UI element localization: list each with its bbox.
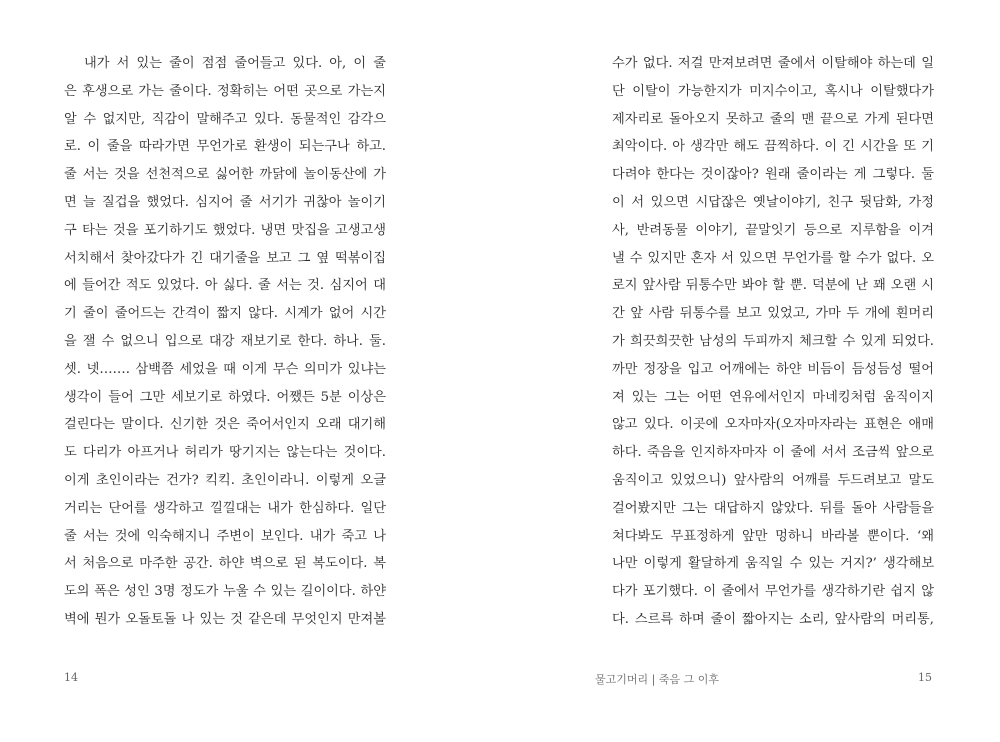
text-line: 않고 있다. 이곳에 오자마자(오자마자라는 표현은 애매 xyxy=(612,417,934,433)
text-line: 이 서 있으면 시답잖은 옛날이야기, 친구 뒷담화, 가정 xyxy=(612,194,934,210)
text-line: 알 수 없지만, 직감이 말해주고 있다. 동물적인 감각으 xyxy=(64,111,386,127)
text-line: 셋. 넷……. 삼백쯤 세었을 때 이게 무슨 의미가 있냐는 xyxy=(64,361,386,377)
text-line: 은 후생으로 가는 줄이다. 정확히는 어떤 곳으로 가는지 xyxy=(64,83,386,99)
text-line: 서 처음으로 마주한 공간. 하얀 벽으로 된 복도이다. 복 xyxy=(64,556,386,572)
left-page-body xyxy=(64,50,386,634)
text-line: 제자리로 돌아오지 못하고 줄의 맨 끝으로 가게 된다면 xyxy=(612,111,934,127)
text-line: 면 늘 질겁을 했었다. 심지어 줄 서기가 귀찮아 놀이기 xyxy=(64,194,386,210)
text-line: 걸린다는 말이다. 신기한 것은 죽어서인지 오래 대기해 xyxy=(64,417,386,433)
text-line: 사, 반려동물 이야기, 끝말잇기 등으로 지루함을 이겨 xyxy=(612,222,934,238)
text-line: 구 타는 것을 포기하기도 했었다. 냉면 맛집을 고생고생 xyxy=(64,222,386,238)
text-line: 로지 앞사람 뒤통수만 봐야 할 뿐. 덕분에 난 꽤 오랜 시 xyxy=(612,278,934,294)
right-page-body xyxy=(612,50,934,634)
text-line: 벽에 뭔가 오돌토돌 나 있는 것 같은데 무엇인지 만져볼 xyxy=(64,611,386,627)
text-line: 줄 서는 것에 익숙해지니 주변이 보인다. 내가 죽고 나 xyxy=(64,528,386,544)
text-line: 최악이다. 아 생각만 해도 끔찍하다. 이 긴 시간을 또 기 xyxy=(612,139,934,155)
text-line: 로. 이 줄을 따라가면 무언가로 환생이 되는구나 하고. xyxy=(64,139,386,155)
text-line: 단 이탈이 가능한지가 미지수이고, 혹시나 이탈했다가 xyxy=(612,83,934,99)
right-page xyxy=(500,0,1000,742)
text-line: 져 있는 그는 어떤 연유에서인지 마네킹처럼 움직이지 xyxy=(612,389,934,405)
text-line: 하다. 죽음을 인지하자마자 이 줄에 서서 조금씩 앞으로 xyxy=(612,445,934,461)
text-line: 걸어봤지만 그는 대답하지 않았다. 뒤를 돌아 사람들을 xyxy=(612,500,934,516)
text-line: 낼 수 있지만 혼자 서 있으면 무언가를 할 수가 없다. 오 xyxy=(612,250,934,266)
text-line: 생각이 들어 그만 세보기로 하였다. 어쨌든 5분 이상은 xyxy=(64,389,386,405)
text-line: 까만 정장을 입고 어깨에는 하얀 비듬이 듬성듬성 떨어 xyxy=(612,361,934,377)
running-head: 물고기머리 | 죽음 그 이후 xyxy=(595,673,719,686)
text-line: 쳐다봐도 무표정하게 앞만 멍하니 바라볼 뿐이다. ‘왜 xyxy=(612,528,934,544)
text-line: 간 앞 사람 뒤통수를 보고 있었고, 가마 두 개에 흰머리 xyxy=(612,306,934,322)
text-line: 나만 이렇게 활달하게 움직일 수 있는 거지?’ 생각해보 xyxy=(612,556,934,572)
page-number: 14 xyxy=(64,671,78,684)
text-line: 내가 서 있는 줄이 점점 줄어들고 있다. 아, 이 줄 xyxy=(84,56,386,71)
text-line: 도 다리가 아프거나 허리가 땅기지는 않는다는 것이다. xyxy=(64,445,386,461)
text-line: 수가 없다. 저걸 만져보려면 줄에서 이탈해야 하는데 일 xyxy=(612,56,934,71)
text-line: 움직이고 있었으니) 앞사람의 어깨를 두드려보고 말도 xyxy=(612,472,934,488)
page-number: 15 xyxy=(918,671,932,684)
text-line: 을 잴 수 없으니 입으로 대강 재보기로 한다. 하나. 둘. xyxy=(64,333,386,349)
text-line: 에 들어간 적도 있었다. 아 싫다. 줄 서는 것. 심지어 대 xyxy=(64,278,386,294)
text-line: 도의 폭은 성인 3명 정도가 누울 수 있는 길이이다. 하얀 xyxy=(64,584,386,600)
text-line: 다. 스르륵 하며 줄이 짧아지는 소리, 앞사람의 머리통, xyxy=(612,611,934,627)
text-line: 다가 포기했다. 이 줄에서 무언가를 생각하기란 쉽지 않 xyxy=(612,584,934,600)
text-line: 다려야 한다는 것이잖아? 원래 줄이라는 게 그렇다. 둘 xyxy=(612,167,934,183)
text-line: 거리는 단어를 생각하고 낄낄대는 내가 한심하다. 일단 xyxy=(64,500,386,516)
text-line: 가 희끗희끗한 남성의 두피까지 체크할 수 있게 되었다. xyxy=(612,333,934,349)
text-line: 서치해서 찾아갔다가 긴 대기줄을 보고 그 옆 떡볶이집 xyxy=(64,250,386,266)
text-line: 기 줄이 줄어드는 간격이 짧지 않다. 시계가 없어 시간 xyxy=(64,306,386,322)
text-line: 이게 초인이라는 건가? 킥킥. 초인이라니. 이렇게 오글 xyxy=(64,472,386,488)
text-line: 줄 서는 것을 선천적으로 싫어한 까닭에 놀이동산에 가 xyxy=(64,167,386,183)
